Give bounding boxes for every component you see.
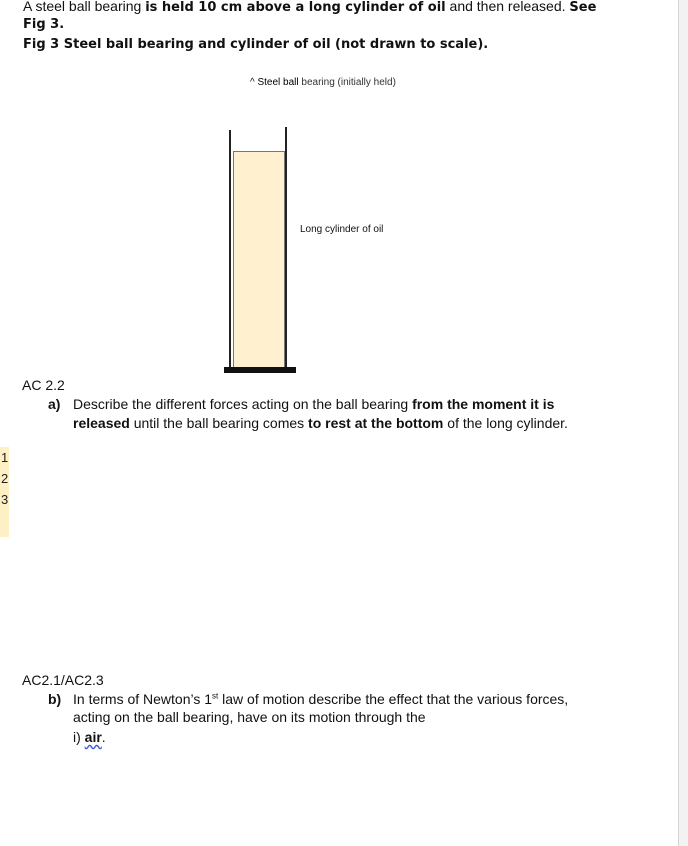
ac21-line-2: acting on the ball bearing, have on its motion through the <box>73 709 426 725</box>
intro-text-bold: is held 10 cm above a long cylinder of oil <box>145 0 446 15</box>
ac21-air: air <box>84 729 102 745</box>
margin-line-numbers <box>0 447 9 537</box>
ac21-sup: st <box>212 691 219 701</box>
ac21-line-3 <box>73 728 106 747</box>
cylinder-label: Long cylinder of oil <box>300 224 384 235</box>
intro-text-2: and then released. <box>445 0 570 14</box>
ac22-text-2: until the ball bearing comes <box>129 415 309 431</box>
intro-see: See <box>569 0 597 15</box>
ball-label-bold: Steel ball <box>257 77 299 88</box>
ac22-bold-3: to rest at the bottom <box>308 415 444 431</box>
intro-text-1: A steel ball bearing <box>23 0 146 14</box>
ac22-line-2 <box>73 414 568 433</box>
ac22-text-3: of the long cylinder. <box>443 415 568 431</box>
ac21-marker: b) <box>48 691 62 707</box>
margin-number-1: 1 <box>1 450 9 465</box>
ac22-bold-1: from the moment it is <box>412 396 555 412</box>
ac22-bold-2: released <box>73 415 130 431</box>
ac22-heading: AC 2.2 <box>22 377 65 393</box>
intro-line-2: Fig 3. <box>23 17 65 32</box>
ac21-period: . <box>101 729 106 745</box>
margin-number-3: 3 <box>1 492 9 507</box>
cylinder-right-wall <box>285 127 287 370</box>
ac22-line-1 <box>73 395 554 414</box>
cylinder-base <box>224 367 296 373</box>
ball-marker: ^ <box>250 77 255 88</box>
oil-column <box>233 151 285 370</box>
ball-label <box>250 76 396 90</box>
ac21-text-2: law of motion describe the effect that the various forces, <box>218 691 569 707</box>
ac21-item-i: i) <box>73 729 85 745</box>
ac22-text-1: Describe the different forces acting on the ball bearing <box>73 396 413 412</box>
cylinder-left-wall <box>229 130 231 370</box>
ball-label-rest: bearing (initially held) <box>298 77 396 88</box>
ac21-heading: AC2.1/AC2.3 <box>22 672 104 688</box>
ac22-marker: a) <box>48 396 61 412</box>
ac21-text-1: In terms of Newton’s 1 <box>73 691 213 707</box>
intro-line-1 <box>23 0 596 17</box>
page-edge <box>678 0 688 846</box>
ac21-line-1 <box>73 690 568 709</box>
figure-caption: Fig 3 Steel ball bearing and cylinder of oil (not drawn to scale). <box>23 37 489 52</box>
margin-number-2: 2 <box>1 471 9 486</box>
